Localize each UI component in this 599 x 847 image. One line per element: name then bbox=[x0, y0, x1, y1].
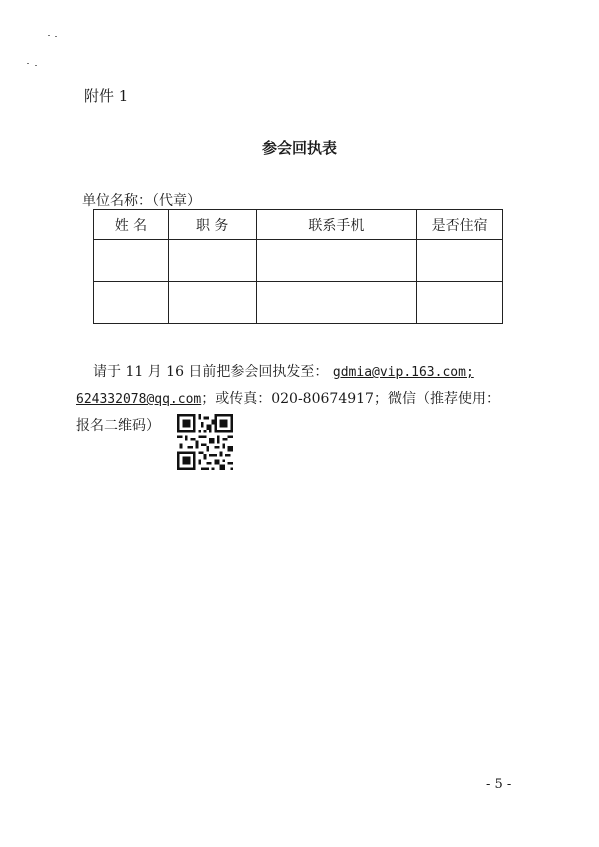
table-cell bbox=[168, 282, 256, 324]
table-cell bbox=[256, 282, 417, 324]
header-position: 职 务 bbox=[168, 210, 256, 240]
email-link-163[interactable]: gdmia@vip.163.com; bbox=[332, 365, 474, 380]
instruction-line-3 bbox=[76, 413, 526, 440]
reply-form-table bbox=[93, 209, 503, 324]
header-mobile: 联系手机 bbox=[256, 210, 417, 240]
header-accommodation: 是否住宿 bbox=[417, 210, 503, 240]
attachment-label: 附件 1 bbox=[84, 87, 129, 105]
instruction-prefix: 请于 11 月 16 日前把参会回执发至： bbox=[93, 364, 329, 380]
scan-speck bbox=[55, 36, 57, 37]
scan-speck bbox=[48, 35, 50, 36]
table-cell bbox=[168, 240, 256, 282]
table-cell bbox=[417, 282, 503, 324]
table-row bbox=[94, 240, 503, 282]
table-cell bbox=[417, 240, 503, 282]
table-cell bbox=[94, 240, 169, 282]
fax-wechat-text: ；或传真：020-80674917；微信（推荐使用： bbox=[201, 391, 500, 407]
table-row bbox=[94, 282, 503, 324]
scan-speck bbox=[27, 63, 29, 64]
table-cell bbox=[94, 282, 169, 324]
unit-name-label: 单位名称：（代章） bbox=[82, 193, 201, 209]
instruction-line-1 bbox=[93, 359, 543, 386]
header-name: 姓 名 bbox=[94, 210, 169, 240]
instruction-line-2 bbox=[76, 386, 526, 413]
qr-caption: 报名二维码） bbox=[76, 418, 160, 434]
email-link-qq[interactable]: 624332078@qq.com bbox=[76, 392, 202, 407]
table-cell bbox=[256, 240, 417, 282]
form-title: 参会回执表 bbox=[261, 139, 337, 157]
page-number: - 5 - bbox=[486, 777, 512, 792]
registration-qr-code bbox=[177, 414, 233, 470]
table-header-row bbox=[94, 210, 503, 240]
scan-speck bbox=[35, 65, 37, 66]
